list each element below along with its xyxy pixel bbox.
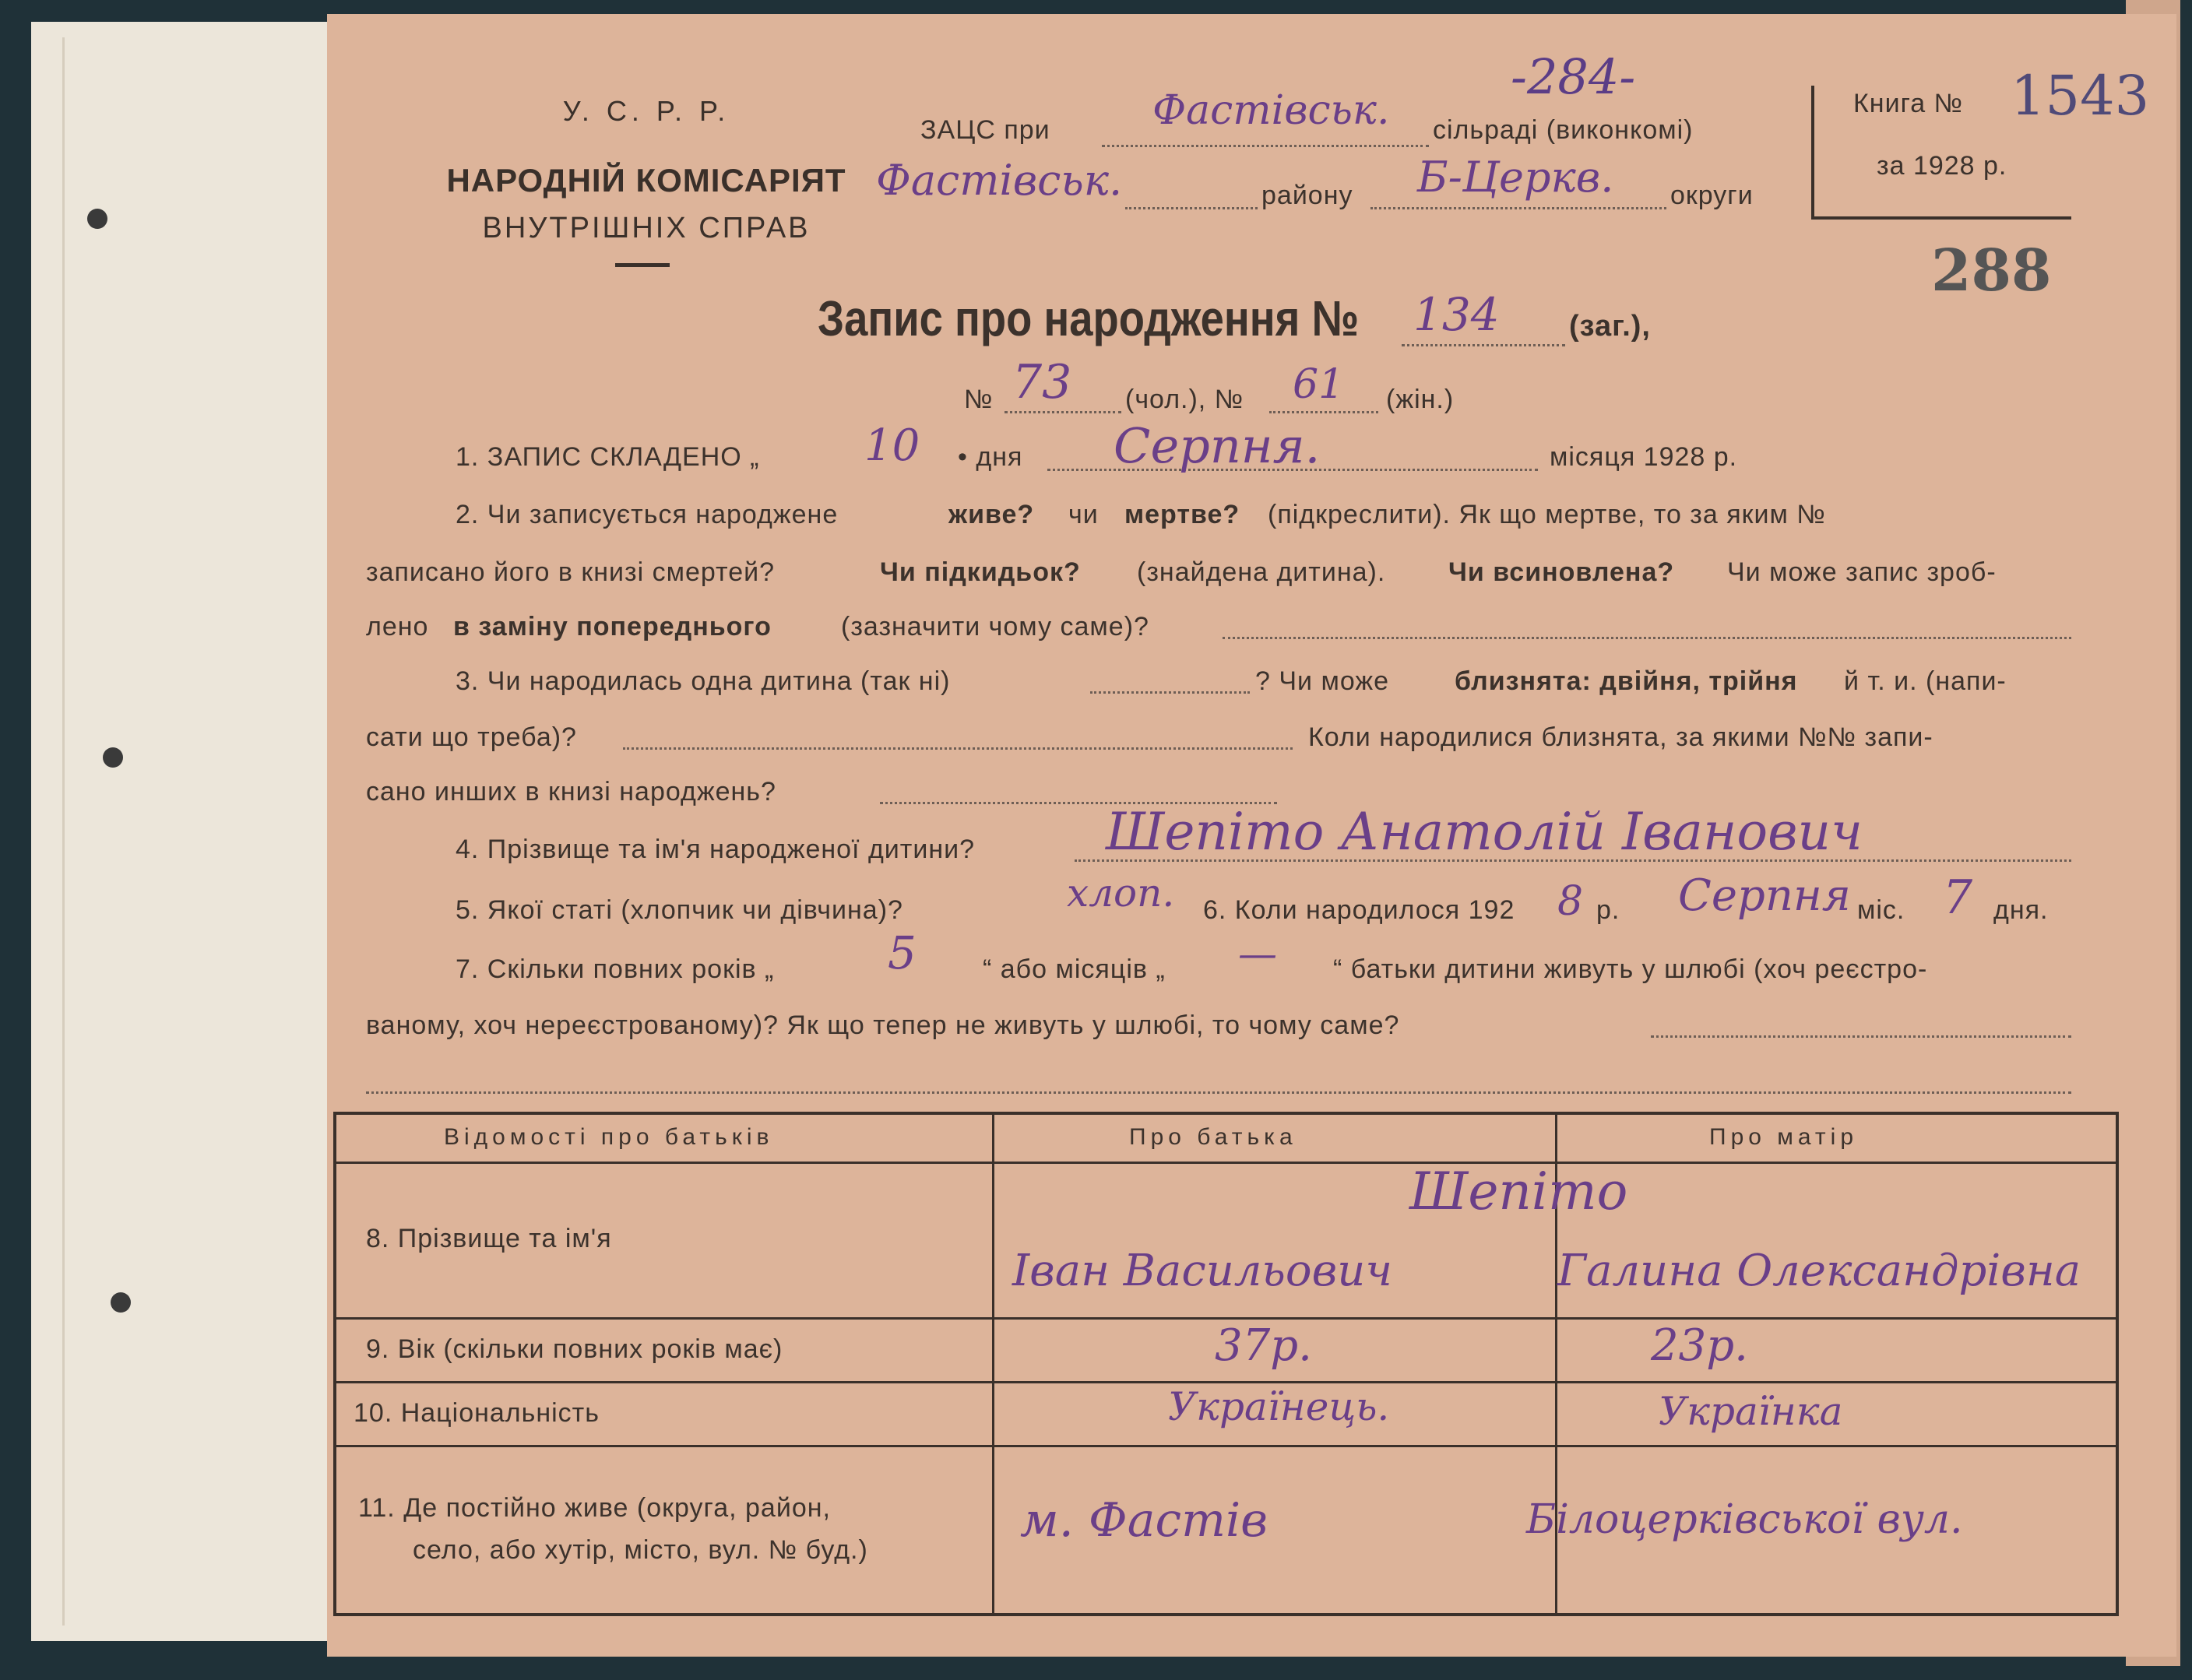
ministry-line2: ВНУТРІШНІХ СПРАВ (482, 212, 811, 244)
q1-day-label: • дня (958, 442, 1023, 472)
q7-label-c: “ батьки дитини живуть у шлюбі (хоч реєстро- (1333, 954, 1928, 984)
female-no-label: (жін.) (1386, 385, 1455, 414)
q6-label: 6. Коли народилося 192 (1203, 895, 1515, 925)
district-line (1125, 207, 1258, 209)
q6-year: 8 (1557, 878, 1584, 925)
q3-single-line (1090, 691, 1250, 694)
q2-or: чи (1068, 500, 1099, 529)
col2-header: Про батька (1129, 1124, 1297, 1150)
q7-line3-dots (366, 1091, 2071, 1094)
q7-months: — (1238, 931, 1277, 976)
ministry-line1: НАРОДНІЙ КОМІСАРІЯТ (446, 162, 846, 199)
q6-dnya: дня. (1993, 895, 2049, 925)
shared-surname: Шепіто (1409, 1162, 1628, 1221)
stub-line (62, 37, 65, 1626)
father-age: 37р. (1215, 1320, 1312, 1371)
q2-foundling: Чи підкидьок? (880, 557, 1081, 587)
male-no-line (1005, 411, 1121, 413)
row-address-label-1: 11. Де постійно живе (округа, район, (358, 1493, 831, 1523)
mother-nationality: Українка (1659, 1389, 1843, 1434)
q2-line3c: (зазначити чому саме)? (841, 612, 1149, 641)
address-street: Білоцерківської вул. (1526, 1496, 1963, 1543)
binding-stub (31, 22, 345, 1641)
male-no-value: 73 (1012, 355, 1072, 409)
zags-suffix: сільраді (виконкомі) (1433, 115, 1694, 145)
okrug-value: Б-Церкв. (1417, 153, 1614, 202)
book-number: 1543 (2011, 64, 2150, 128)
q2-line3-dots (1223, 637, 2071, 639)
header-divider (615, 263, 670, 267)
header-divider (336, 1162, 2116, 1164)
col1-header: Відомості про батьків (444, 1124, 774, 1150)
title-number-line (1402, 344, 1565, 346)
female-no-value: 61 (1293, 361, 1345, 408)
male-no-prefix: № (964, 385, 994, 414)
father-name: Іван Васильович (1012, 1246, 1393, 1296)
q6-month: Серпня (1678, 870, 1851, 921)
q6-mis: міс. (1857, 895, 1905, 925)
district-value: Фастівськ. (876, 156, 1123, 205)
mother-name: Галина Олександрівна (1557, 1246, 2081, 1296)
q2-line1e: (підкреслити). Як що мертве, то за яким № (1268, 500, 1826, 529)
q2-dead: мертве? (1124, 500, 1240, 529)
row-name-label: 8. Прізвище та ім'я (366, 1224, 612, 1253)
q3-line2b: Коли народилися близнята, за якими №№ запи- (1308, 722, 1933, 752)
top-number: -284- (1511, 48, 1636, 105)
q6-r: р. (1596, 895, 1620, 925)
q2-line2a: записано його в книзі смертей? (366, 557, 776, 587)
q3-line2-dots (623, 747, 1293, 750)
q1-label: 1. ЗАПИС СКЛАДЕНО „ (456, 442, 760, 472)
q1-day: 10 (864, 420, 920, 471)
punch-hole (87, 209, 107, 229)
q3-line1a: 3. Чи народилась одна дитина (так ні) (456, 666, 951, 696)
q2-line3a: лено (366, 612, 429, 641)
father-nationality: Українець. (1168, 1384, 1390, 1429)
district-label: району (1261, 181, 1353, 210)
q2-adopted: Чи всиновлена? (1448, 557, 1675, 587)
zags-prefix: ЗАЦС при (920, 115, 1050, 145)
okrug-label: округи (1670, 181, 1754, 210)
republic-label: У. С. Р. Р. (562, 95, 730, 127)
q4-label: 4. Прізвище та ім'я народженої дитини? (456, 835, 976, 864)
row-divider-3 (336, 1445, 2116, 1447)
row-address-label-2: село, або хутір, місто, вул. № буд.) (413, 1535, 868, 1565)
q2-line2c: (знайдена дитина). (1137, 557, 1386, 587)
q2-replacement: в заміну попереднього (453, 612, 772, 641)
address-city: м. Фастів (1020, 1493, 1268, 1548)
col-divider-1 (992, 1115, 994, 1613)
q2-line2e: Чи може запис зроб- (1727, 557, 1997, 587)
q3-line1d: й т. и. (напи- (1844, 666, 2007, 696)
q3-line1b: ? Чи може (1255, 666, 1390, 696)
q1-month: Серпня. (1114, 417, 1321, 474)
q4-child-name: Шепіто Анатолій Іванович (1106, 802, 1863, 862)
q3-line2a: сати що треба)? (366, 722, 577, 752)
okrug-line (1370, 207, 1666, 209)
q7-label-a: 7. Скільки повних років „ (456, 954, 775, 984)
q7-line2-dots (1651, 1035, 2071, 1038)
female-no-line (1269, 411, 1378, 413)
col3-header: Про матір (1709, 1124, 1859, 1150)
record-number: 134 (1413, 288, 1500, 341)
q5-sex: хлоп. (1067, 870, 1175, 916)
q5-label: 5. Якої статі (хлопчик чи дівчина)? (456, 895, 903, 925)
q7-years: 5 (888, 926, 917, 979)
book-year: за 1928 р. (1877, 151, 2007, 181)
q1-month-label: місяця 1928 р. (1550, 442, 1738, 472)
q2-alive: живе? (948, 500, 1035, 529)
punch-hole (111, 1292, 131, 1313)
q6-day: 7 (1943, 870, 1973, 925)
book-label: Книга № (1853, 89, 1964, 118)
zags-village-line (1102, 145, 1429, 147)
male-no-label: (чол.), № (1125, 385, 1244, 414)
row-divider-2 (336, 1381, 2116, 1383)
mother-age: 23р. (1651, 1320, 1748, 1371)
q7-line2: ваному, хоч нереєстрованому)? Як що тепер не живуть у шлюбі, то чому саме? (366, 1010, 1400, 1040)
row-age-label: 9. Вік (скільки повних років має) (366, 1334, 783, 1364)
zags-village-value: Фастівськ. (1152, 87, 1390, 134)
q7-label-b: “ або місяців „ (983, 954, 1166, 984)
q3-twins: близнята: двійня, трійня (1455, 666, 1798, 696)
q2-line1a: 2. Чи записується народжене (456, 500, 839, 529)
q3-line3a: сано инших в книзі народжень? (366, 777, 776, 807)
row-divider-1 (336, 1317, 2116, 1320)
record-suffix: (заг.), (1569, 310, 1651, 343)
stamp-number: 288 (1931, 237, 2052, 304)
record-title: Запис про народження № (818, 290, 1360, 346)
row-nationality-label: 10. Національність (354, 1398, 600, 1428)
punch-hole (103, 747, 123, 768)
